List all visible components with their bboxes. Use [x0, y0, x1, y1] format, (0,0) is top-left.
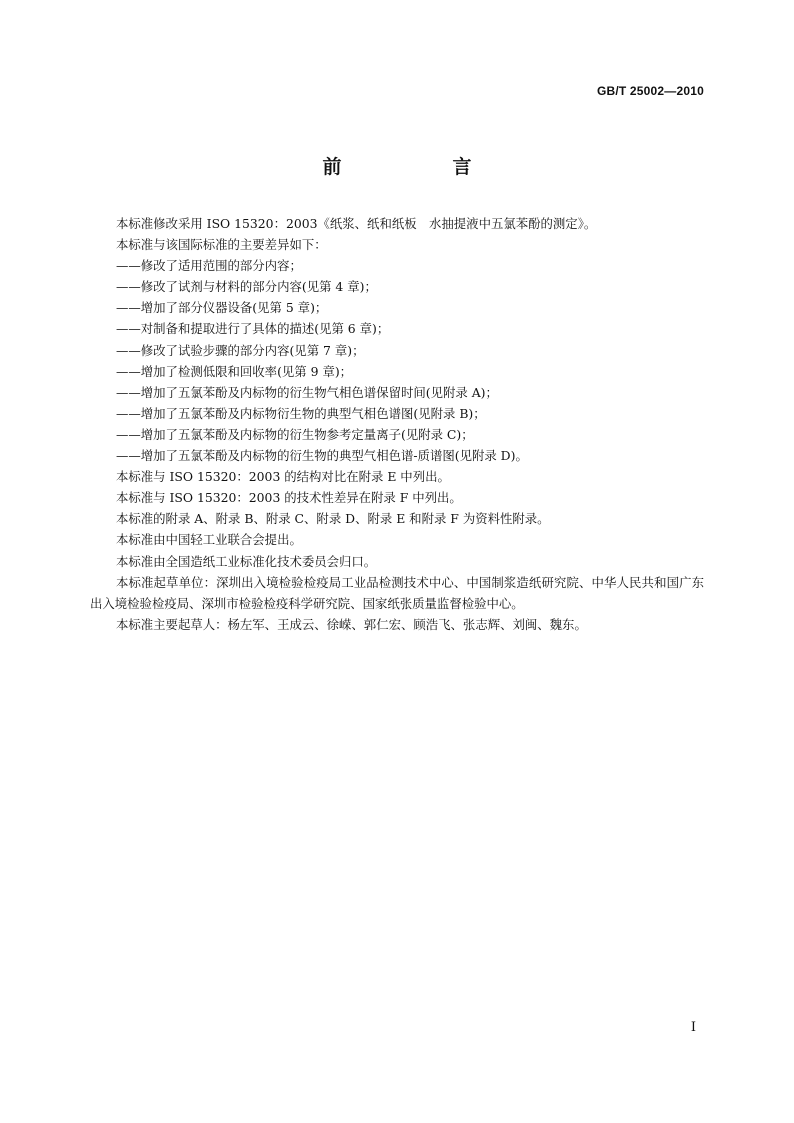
list-item: ——增加了五氯苯酚及内标物衍生物的典型气相色谱图(见附录 B)；	[116, 405, 486, 421]
drafting-units-paragraph: 本标准起草单位：深圳出入境检验检疫局工业品检测技术中心、中国制浆造纸研究院、中华人民共和国广东出入境检验检疫局、深圳市检验检疫科学研究院、国家纸张质量监督检验中心。	[90, 574, 704, 611]
foreword-body	[90, 213, 704, 635]
list-item: ——增加了五氯苯酚及内标物的衍生物气相色谱保留时间(见附录 A)；	[116, 384, 498, 400]
standard-code: GB/T 25002—2010	[596, 84, 704, 98]
paragraph: 本标准与 ISO 15320：2003 的结构对比在附录 E 中列出。	[116, 469, 450, 485]
list-item: ——修改了试验步骤的部分内容(见第 7 章)；	[116, 342, 365, 358]
paragraph: 本标准与 ISO 15320：2003 的技术性差异在附录 F 中列出。	[116, 490, 462, 506]
page-title: 前 言	[322, 156, 518, 178]
list-item: ——增加了检测低限和回收率(见第 9 章)；	[116, 363, 353, 379]
drafters-paragraph: 本标准主要起草人：杨左军、王成云、徐嵘、郭仁宏、顾浩飞、张志辉、刘闽、魏东。	[116, 616, 587, 632]
paragraph: 本标准的附录 A、附录 B、附录 C、附录 D、附录 E 和附录 F 为资料性附录。	[116, 511, 550, 527]
list-item: ——增加了五氯苯酚及内标物的衍生物的典型气相色谱-质谱图(见附录 D)。	[116, 448, 528, 464]
paragraph: 本标准修改采用 ISO 15320：2003《纸浆、纸和纸板 水抽提液中五氯苯酚的测定》。	[116, 216, 597, 231]
paragraph: 本标准由全国造纸工业标准化技术委员会归口。	[116, 553, 377, 569]
page-number: I	[690, 1020, 696, 1035]
paragraph: 本标准由中国轻工业联合会提出。	[116, 532, 302, 548]
list-item: ——对制备和提取进行了具体的描述(见第 6 章)；	[116, 321, 390, 337]
paragraph: 本标准与该国际标准的主要差异如下：	[116, 237, 327, 253]
list-item: ——修改了试剂与材料的部分内容(见第 4 章)；	[116, 279, 377, 295]
list-item: ——增加了五氯苯酚及内标物的衍生物参考定量离子(见附录 C)；	[116, 426, 474, 442]
list-item: ——增加了部分仪器设备(见第 5 章)；	[116, 300, 328, 316]
list-item: ——修改了适用范围的部分内容；	[116, 258, 302, 274]
